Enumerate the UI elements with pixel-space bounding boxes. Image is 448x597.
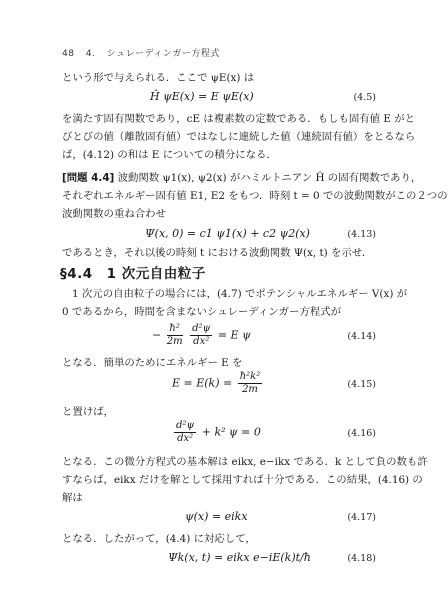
paragraph-line: 1 次元の自由粒子の場合には，(4.7) でポテンシャルエネルギー V(x) が [72, 288, 408, 300]
section-heading: §4.4 1 次元自由粒子 [60, 266, 206, 282]
equation-number: (4.5) [353, 92, 376, 103]
problem-label: [問題 4.4] [62, 172, 115, 184]
equation-number: (4.15) [347, 379, 376, 390]
running-header [62, 46, 228, 59]
equation-4-5: Ĥ ψE(x) = E ψE(x) [150, 90, 254, 103]
fraction: $\frac{\text{ħ²}}{2m}$ [166, 323, 183, 347]
equation-4-17: ψ(x) = eikx [185, 510, 248, 523]
paragraph-line: と置けば， [62, 406, 114, 418]
equation-4-13: Ψ(x, 0) = c1 ψ1(x) + c2 ψ2(x) [145, 227, 310, 240]
fraction: $\frac{\text{d²ψ}}{\text{dx²}}$ [192, 323, 211, 347]
page-number: 48 [62, 49, 75, 59]
equation-number: (4.18) [347, 553, 376, 564]
paragraph-line: 0 であるから，時間を含まないシュレーディンガー方程式が [62, 306, 342, 318]
equation-4-15: E = E(k) = $\frac{\text{ħ²k²}}{2m}$ [172, 371, 261, 395]
equation-number: (4.13) [347, 229, 376, 240]
paragraph-line: びとびの値（離散固有値）ではなしに連続した値（連続固有値）をとるなら [62, 131, 416, 143]
paragraph-line: となる．この微分方程式の基本解は eikx, e−ikx である．k として負の数も許 [62, 456, 428, 468]
equation-4-18: Ψk(x, t) = eikx e−iE(k)t/ħ [168, 551, 311, 564]
equation-4-14: − $\frac{\text{ħ²}}{2m}$ $\frac{\text{d²ψ}}{\text{dx²}}$ = E ψ [152, 323, 251, 347]
problem-line [62, 172, 422, 185]
paragraph-line: ば，(4.12) の和は E についての積分になる． [62, 149, 277, 161]
paragraph-line: 解は [62, 492, 83, 504]
fraction: $\frac{\text{d²ψ}}{\text{dx²}}$ [176, 420, 195, 444]
fraction: $\frac{\text{ħ²k²}}{2m}$ [239, 371, 261, 395]
chapter-number: 4. [85, 49, 96, 59]
equation-number: (4.16) [347, 428, 376, 439]
equation-4-16: $\frac{\text{d²ψ}}{\text{dx²}}$ + k² ψ = 0 [176, 420, 261, 444]
equation-number: (4.14) [347, 331, 376, 342]
paragraph-line: となる．したがって，(4.4) に対応して， [62, 533, 256, 545]
chapter-title: シュレーディンガー方程式 [106, 49, 220, 59]
paragraph-line: を満たす固有関数であり，cE は複素数の定数である．もしも固有値 E がと [62, 113, 416, 125]
paragraph-line: すならば，eikx だけを解として採用すれば十分である．この結果，(4.16) の [62, 474, 423, 486]
paragraph-line: という形で与えられる．ここで ψE(x) は [62, 72, 255, 84]
problem-line: 波動関数の重ね合わせ [62, 208, 166, 220]
problem-line: であるとき，それ以後の時刻 t における波動関数 Ψ(x, t) を示せ． [62, 247, 373, 259]
paragraph-line: となる．簡単のためにエネルギー E を [62, 357, 243, 369]
equation-number: (4.17) [347, 512, 376, 523]
problem-text: 波動関数 ψ1(x), ψ2(x) がハミルトニアン Ĥ の固有関数であり， [117, 172, 422, 184]
problem-line: それぞれエネルギー固有値 E1, E2 をもつ．時刻 t = 0 での波動関数がこの２つの [62, 190, 448, 202]
